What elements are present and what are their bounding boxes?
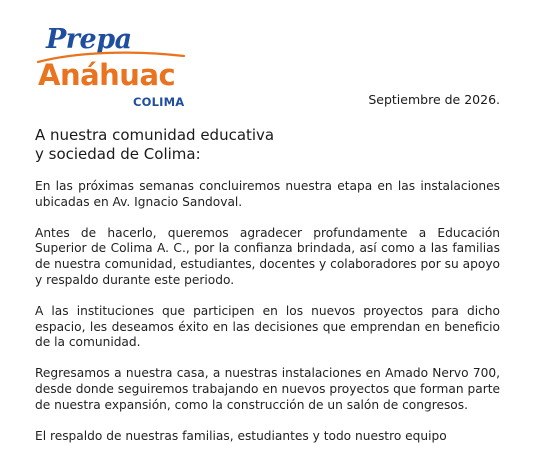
greeting-line-2: y sociedad de Colima: [35,145,201,163]
paragraph-3: A las instituciones que participen en los nuevos proyectos para dicho espacio, les deseamos éxito en las decisiones que emprendan en beneficio de la comunidad. [35,303,500,350]
prepa-anahuac-logo [36,24,196,110]
paragraph-2: Antes de hacerlo, queremos agradecer profundamente a Educación Superior de Colima A. C., por la confianza brindada, así como a las familias de nuestra comunidad, estudiantes, docentes y colaboradores por su apoyo y respaldo durante este periodo. [35,225,500,287]
logo-prepa-text: Prepa [46,24,132,55]
logo-colima-text: COLIMA [133,95,185,109]
logo-anahuac-text: Anáhuac [38,58,176,92]
paragraph-5: El respaldo de nuestras familias, estudiantes y todo nuestro equipo [35,428,447,443]
paragraph-4: Regresamos a nuestra casa, a nuestras instalaciones en Amado Nervo 700, desde donde seguiremos trabajando en nuevos proyectos que forman parte de nuestra expansión, como la construcción de un salón de congresos. [35,366,500,412]
letter-date: Septiembre de 2026. [368,92,500,107]
letter-body [35,179,500,459]
paragraph-1: En las próximas semanas concluiremos nuestra etapa en las instalaciones ubicadas en Av. Ignacio Sandoval. [35,179,500,209]
greeting-line-1: A nuestra comunidad educativa [35,126,275,144]
letter-greeting [35,126,355,164]
